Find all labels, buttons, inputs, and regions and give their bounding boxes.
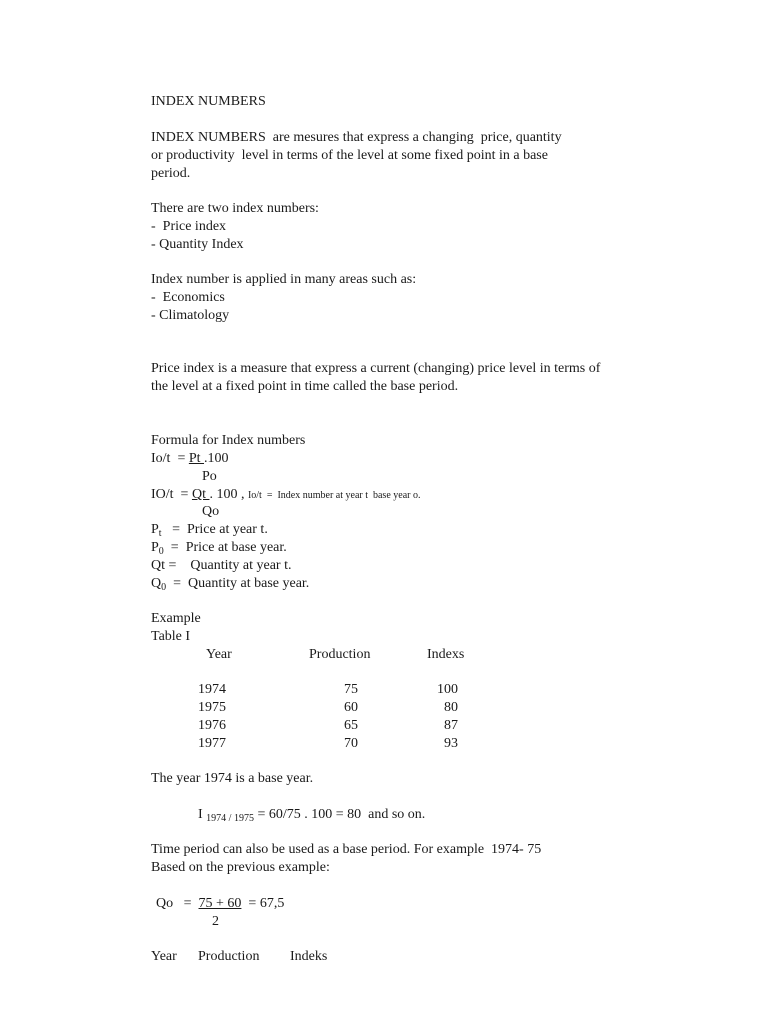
definition-subscript: 0 [161, 582, 167, 593]
table-cell-year: 1976 [198, 718, 226, 733]
formula-quantity-rest: . 100 , [209, 487, 248, 502]
qo-formula [156, 895, 284, 913]
definition-line [151, 575, 309, 597]
definition-text: = Quantity at base year. [166, 576, 310, 591]
definition-subscript: 0 [158, 546, 164, 557]
areas-item: - Climatology [151, 308, 230, 323]
table-cell-index: 93 [444, 736, 458, 751]
intro-line-1-rest: are mesures that express a changing price, quantity [265, 130, 562, 145]
formula-quantity [151, 486, 420, 505]
definition-text: = Quantity at year t. [165, 558, 292, 573]
table-cell-year: 1977 [198, 736, 226, 751]
formula-price-denominator: Po [202, 469, 217, 484]
page-heading: INDEX NUMBERS [151, 94, 266, 109]
intro-term: INDEX NUMBERS [151, 130, 266, 145]
table-header-index: Indexs [427, 647, 465, 662]
formula-price-rest: .100 [204, 451, 229, 466]
types-title: There are two index numbers: [151, 201, 319, 216]
table-cell-production: 75 [344, 682, 358, 697]
formula-quantity-note: Io/t = Index number at year t base year o. [247, 490, 421, 501]
definition-symbol: Qt [151, 558, 165, 573]
time-period-line-1: Time period can also be used as a base period. For example 1974- 75 [151, 842, 542, 857]
table-cell-production: 70 [344, 736, 358, 751]
intro-line-3: period. [151, 166, 191, 181]
table-cell-index: 80 [444, 700, 458, 715]
qo-numerator: 75 + 60 [198, 896, 242, 911]
qo-rest: = 67,5 [241, 896, 285, 911]
definition-symbol: Q [151, 576, 162, 591]
table-header-production: Production [309, 647, 371, 662]
areas-item: - Economics [151, 290, 225, 305]
intro-line-1 [151, 129, 562, 147]
table-header-year: Year [206, 647, 232, 662]
calc-rest: = 60/75 . 100 = 80 and so on. [253, 807, 426, 822]
definition-subscript: t [158, 528, 162, 539]
table-cell-production: 60 [344, 700, 358, 715]
table-cell-production: 65 [344, 718, 358, 733]
table-cell-index: 100 [437, 682, 458, 697]
table-cell-year: 1975 [198, 700, 226, 715]
example-title: Example [151, 611, 201, 626]
formula-quantity-numerator: Qt [191, 487, 210, 502]
table2-header-production: Production [198, 949, 260, 964]
table-cell-year: 1974 [198, 682, 226, 697]
formula-price-lhs: Io/t = [151, 451, 189, 466]
table2-header-index: Indeks [290, 949, 328, 964]
time-period-line-2: Based on the previous example: [151, 860, 330, 875]
formula-quantity-denominator: Qo [202, 504, 220, 519]
table-title: Table I [151, 629, 191, 644]
formula-quantity-lhs: IO/t = [151, 487, 192, 502]
price-index-def-line-1: Price index is a measure that express a current (changing) price level in terms of [151, 361, 601, 376]
types-item: - Quantity Index [151, 237, 244, 252]
table-cell-index: 87 [444, 718, 458, 733]
qo-lhs: Qo = [156, 896, 199, 911]
definition-symbol: P [151, 522, 159, 537]
qo-denominator: 2 [212, 914, 219, 929]
definition-text: = Price at year t. [161, 522, 268, 537]
base-year-note: The year 1974 is a base year. [151, 771, 314, 786]
formula-price-numerator: Pt [188, 451, 205, 466]
definition-symbol: P [151, 540, 159, 555]
definition-line [151, 557, 291, 575]
intro-line-2: or productivity level in terms of the level at some fixed point in a base [151, 148, 548, 163]
calc-subscript: 1974 / 1975 [206, 813, 254, 824]
price-index-def-line-2: the level at a fixed point in time called the base period. [151, 379, 459, 394]
areas-title: Index number is applied in many areas such as: [151, 272, 417, 287]
formula-price [151, 450, 229, 468]
calc-symbol: I [198, 807, 207, 822]
table2-header-year: Year [151, 949, 177, 964]
definition-text: = Price at base year. [163, 540, 287, 555]
formula-title: Formula for Index numbers [151, 433, 306, 448]
types-item: - Price index [151, 219, 227, 234]
index-calculation [198, 806, 425, 828]
